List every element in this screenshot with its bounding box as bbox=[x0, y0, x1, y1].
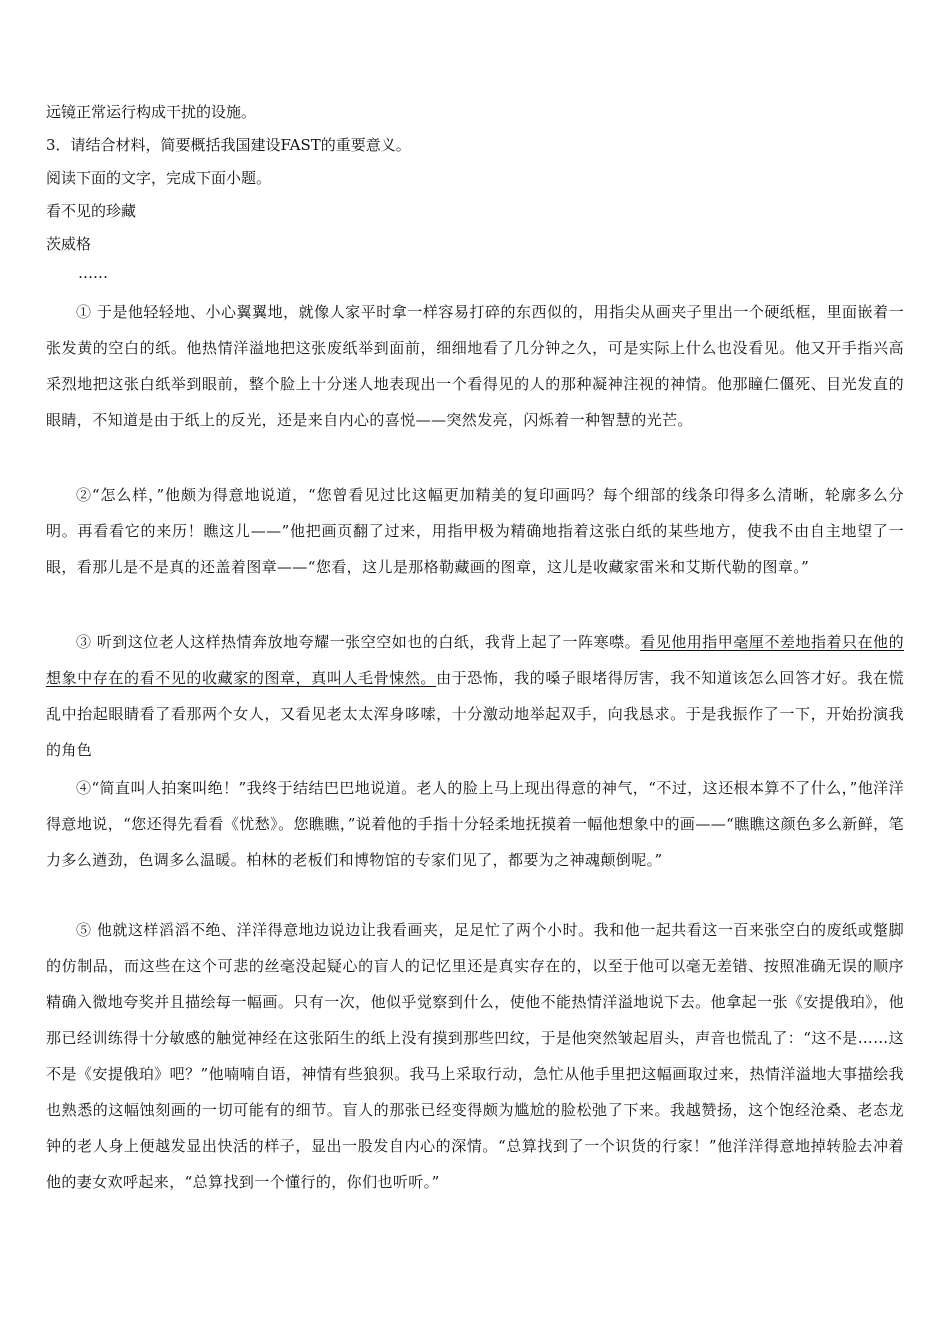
article-author: 茨威格 bbox=[46, 235, 92, 253]
paragraph-3-part-b: 由于恐怖，我的嗓子眼堵得厉害，我不知道该怎么回答才好。我在慌乱中抬起眼睛看了看那两个女人，又看见老太太浑身哆嗦，十分激动地举起双手，向我恳求。于是我振作了一下，开始扮演我的角色 bbox=[46, 669, 904, 759]
paragraph-3-underlined-sentence: 看见他用指甲毫厘不差地指着只在他的想象中存在的看不见的收藏家的图章，真叫人毛骨悚然。 bbox=[46, 633, 904, 687]
paragraph-5: ⑤ 他就这样滔滔不绝、洋洋得意地边说边让我看画夹，足足忙了两个小时。我和他一起共看这一百来张空白的废纸或蹩脚的仿制品，而这些在这个可悲的丝毫没起疑心的盲人的记忆里还是真实存在的，以至于他可以毫无差错、按照准确无误的顺序精确入微地夸奖并且描绘每一幅画。只有一次，他似乎觉察到什么，使他不能热情洋溢地说下去。他拿起一张《安提俄珀》，他那已经训练得十分敏感的触觉神经在这张陌生的纸上没有摸到那些凹纹，于是他突然皱起眉头，声音也慌乱了：“这不是……这不是《安提俄珀》吧？”他喃喃自语，神情有些狼狈。我马上采取行动，急忙从他手里把这幅画取过来，热情洋溢地大事描绘我也熟悉的这幅蚀刻画的一切可能有的细节。盲人的那张已经变得颇为尴尬的脸松弛了下来。我越赞扬，这个饱经沧桑、老态龙钟的老人身上便越发显出快活的样子，显出一股发自内心的深情。“总算找到了一个识货的行家！”他洋洋得意地掉转脸去冲着他的妻女欢呼起来，“总算找到一个懂行的，你们也听听。” bbox=[46, 921, 904, 1191]
paragraph-4: ④“简直叫人拍案叫绝！”我终于结结巴巴地说道。老人的脸上马上现出得意的神气，“不过，这还根本算不了什么，”他洋洋得意地说，“您还得先看看《忧愁》。您瞧瞧，”说着他的手指十分轻柔地抚摸着一幅他想象中的画——“瞧瞧这颜色多么新鲜，笔力多么遒劲，色调多么温暖。柏林的老板们和博物馆的专家们见了，都要为之神魂颠倒呢。” bbox=[46, 779, 904, 869]
paragraph-2: ②“怎么样，”他颇为得意地说道，“您曾看见过比这幅更加精美的复印画吗？每个细部的线条印得多么清晰，轮廓多么分明。再看看它的来历！瞧这儿——”他把画页翻了过来，用指甲极为精确地指着这张白纸的某些地方，使我不由自主地望了一眼，看那儿是不是真的还盖着图章——“您看，这儿是那格勒藏画的图章，这儿是收藏家雷米和艾斯代勒的图章。” bbox=[46, 486, 904, 576]
reading-instruction: 阅读下面的文字，完成下面小题。 bbox=[46, 169, 272, 187]
header-line-1: 远镜正常运行构成干扰的设施。 bbox=[46, 103, 257, 121]
article-title: 看不见的珍藏 bbox=[46, 202, 137, 220]
ellipsis: …… bbox=[78, 264, 108, 282]
paragraph-3 bbox=[46, 624, 904, 768]
question-3: 3．请结合材料，简要概括我国建设FAST的重要意义。 bbox=[46, 136, 411, 154]
paragraph-3-part-a: ③ 听到这位老人这样热情奔放地夸耀一张空空如也的白纸，我背上起了一阵寒噤。 bbox=[76, 633, 641, 651]
paragraph-1: ① 于是他轻轻地、小心翼翼地，就像人家平时拿一样容易打碎的东西似的，用指尖从画夹子里出一个硬纸框，里面嵌着一张发黄的空白的纸。他热情洋溢地把这张废纸举到面前，细细地看了几分钟之久，可是实际上什么也没看见。他又开手指兴高采烈地把这张白纸举到眼前，整个脸上十分迷人地表现出一个看得见的人的那种凝神注视的神情。他那瞳仁僵死、目光发直的眼睛，不知道是由于纸上的反光，还是来自内心的喜悦——突然发亮，闪烁着一种智慧的光芒。 bbox=[46, 303, 904, 429]
